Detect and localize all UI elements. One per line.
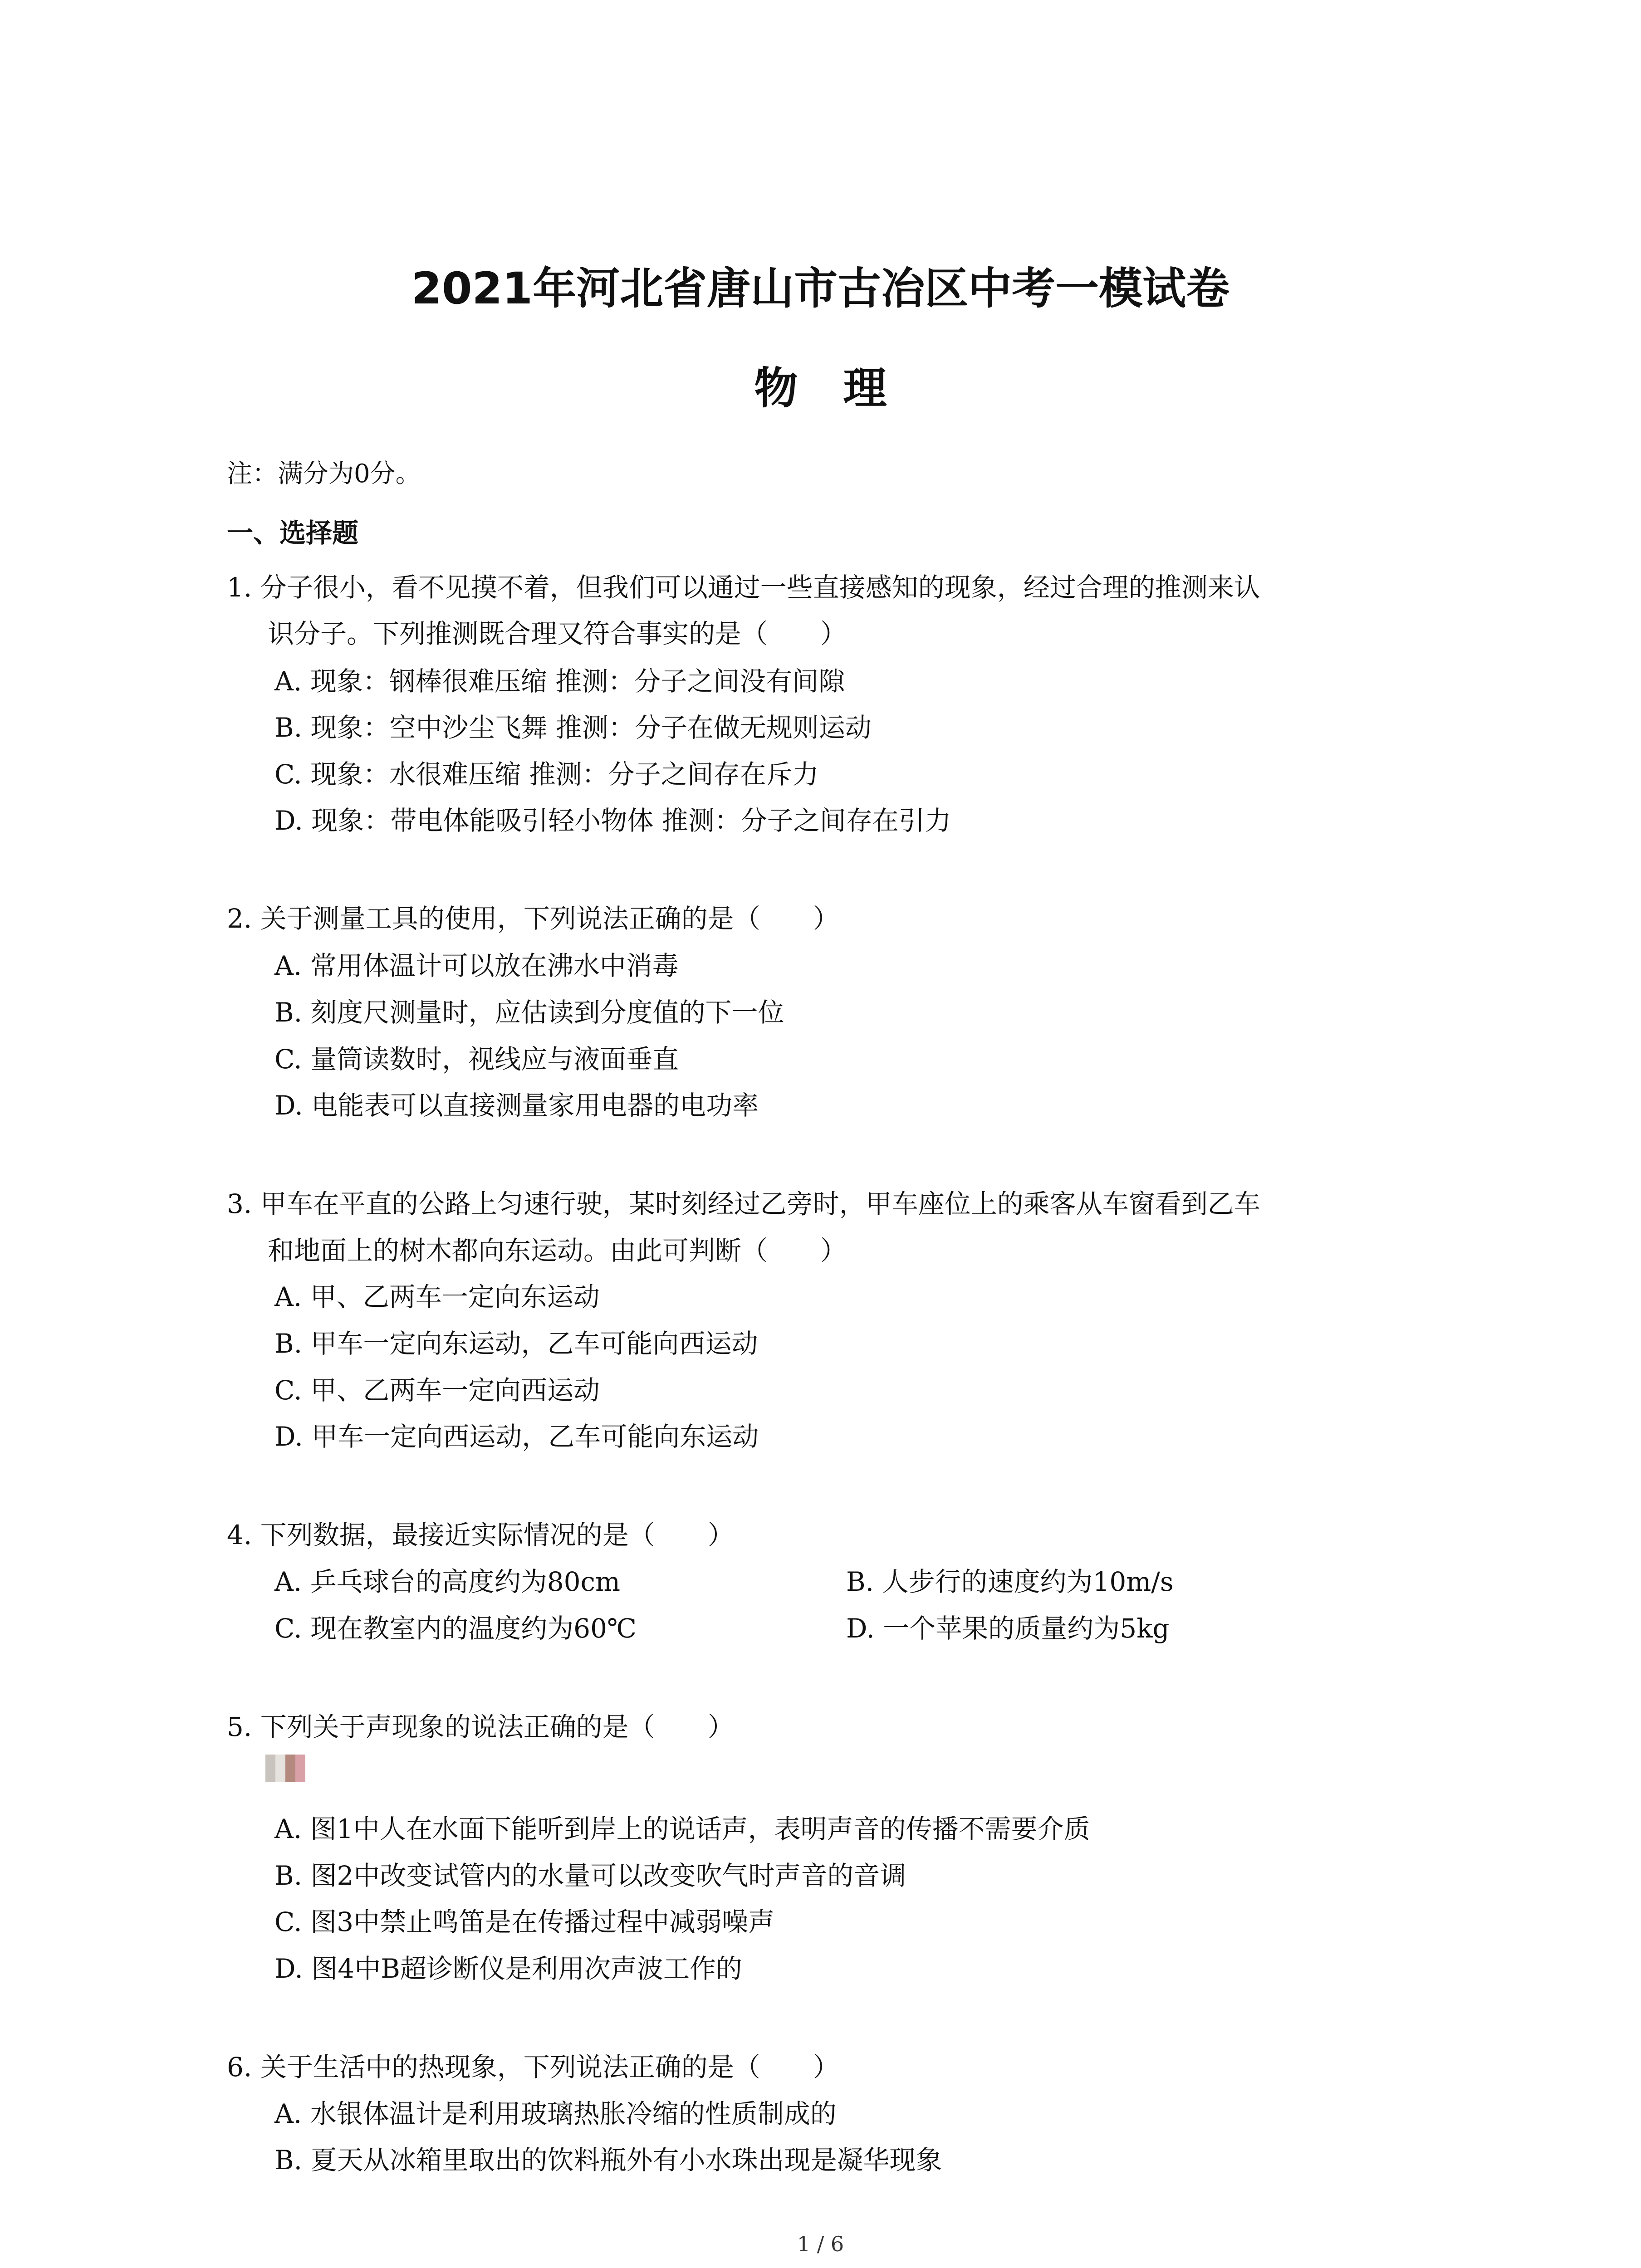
option-b: B. 人步行的速度约为10m/s: [846, 1566, 1174, 1597]
score-note: 注：满分为0分。: [227, 459, 421, 489]
subject-title: 物理: [754, 363, 932, 414]
option-c: C. 甲、乙两车一定向西运动: [274, 1375, 600, 1406]
option-b: B. 图2中改变试管内的水量可以改变吹气时声音的音调: [274, 1860, 906, 1891]
option-d: D. 图4中B超诊断仪是利用次声波工作的: [274, 1953, 742, 1984]
question-stem: 2. 关于测量工具的使用，下列说法正确的是（ ）: [227, 903, 839, 934]
option-d: D. 现象：带电体能吸引轻小物体 推测：分子之间存在引力: [274, 805, 951, 836]
option-d: D. 一个苹果的质量约为5kg: [846, 1613, 1170, 1644]
option-b: B. 夏天从冰箱里取出的饮料瓶外有小水珠出现是凝华现象: [274, 2145, 942, 2175]
question-image-thumbnail: [265, 1755, 306, 1786]
question-stem: 4. 下列数据，最接近实际情况的是（ ）: [227, 1520, 734, 1550]
page-title: 2021年河北省唐山市古冶区中考一模试卷: [411, 263, 1230, 314]
question-stem: 3. 甲车在平直的公路上匀速行驶，某时刻经过乙旁时，甲车座位上的乘客从车窗看到乙车: [227, 1188, 1260, 1219]
question-stem: 识分子。下列推测既合理又符合事实的是（ ）: [268, 618, 847, 649]
option-c: C. 图3中禁止鸣笛是在传播过程中减弱噪声: [274, 1906, 775, 1937]
option-a: A. 现象：钢棒很难压缩 推测：分子之间没有间隙: [274, 666, 845, 697]
option-c: C. 现在教室内的温度约为60℃: [274, 1613, 637, 1644]
option-b: B. 现象：空中沙尘飞舞 推测：分子在做无规则运动: [274, 712, 872, 743]
question-stem: 和地面上的树木都向东运动。由此可判断（ ）: [268, 1235, 847, 1266]
option-d: D. 电能表可以直接测量家用电器的电功率: [274, 1090, 759, 1121]
question-stem: 5. 下列关于声现象的说法正确的是（ ）: [227, 1711, 734, 1742]
option-a: A. 水银体温计是利用玻璃热胀冷缩的性质制成的: [274, 2098, 837, 2129]
option-b: B. 甲车一定向东运动，乙车可能向西运动: [274, 1328, 758, 1359]
option-d: D. 甲车一定向西运动，乙车可能向东运动: [274, 1421, 759, 1452]
option-a: A. 常用体温计可以放在沸水中消毒: [274, 950, 679, 981]
page-number: 1 / 6: [797, 2232, 844, 2256]
option-c: C. 量筒读数时，视线应与液面垂直: [274, 1044, 679, 1075]
option-a: A. 图1中人在水面下能听到岸上的说话声，表明声音的传播不需要介质: [274, 1813, 1090, 1844]
section-heading: 一、选择题: [227, 518, 359, 548]
option-a: A. 甲、乙两车一定向东运动: [274, 1281, 600, 1312]
option-b: B. 刻度尺测量时，应估读到分度值的下一位: [274, 997, 784, 1028]
option-a: A. 乒乓球台的高度约为80cm: [274, 1566, 621, 1597]
question-stem: 1. 分子很小，看不见摸不着，但我们可以通过一些直接感知的现象，经过合理的推测来认: [227, 572, 1260, 603]
option-c: C. 现象：水很难压缩 推测：分子之间存在斥力: [274, 759, 819, 790]
question-stem: 6. 关于生活中的热现象，下列说法正确的是（ ）: [227, 2052, 839, 2082]
